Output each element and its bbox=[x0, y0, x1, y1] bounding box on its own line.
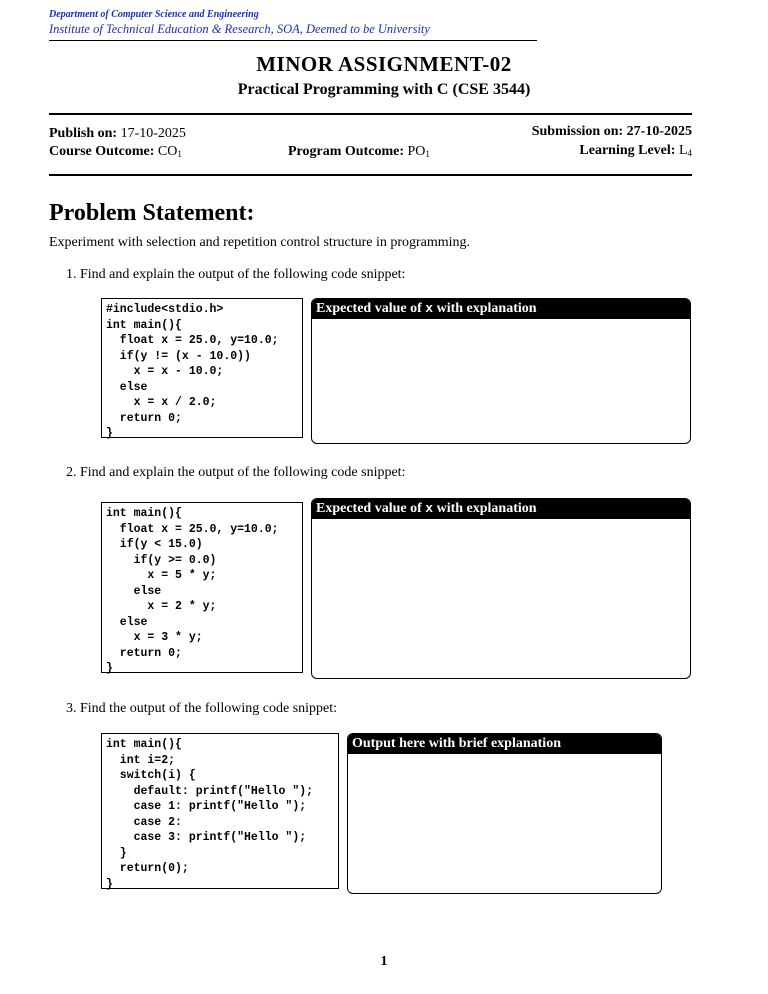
program-outcome-value: PO bbox=[407, 144, 426, 159]
publish-value: 17-10-2025 bbox=[120, 126, 186, 141]
course-outcome-label: Course Outcome: bbox=[49, 144, 155, 159]
learning-level bbox=[579, 142, 692, 160]
course-subtitle: Practical Programming with C (CSE 3544) bbox=[237, 81, 531, 98]
institute-name: Institute of Technical Education & Research, SOA, Deemed to be University bbox=[49, 21, 537, 41]
submission-value: 27-10-2025 bbox=[626, 124, 692, 139]
top-rule bbox=[49, 113, 692, 115]
answer-box-3[interactable] bbox=[347, 733, 662, 894]
program-outcome bbox=[288, 143, 430, 161]
answer-header-1: Expected value of x with explanation bbox=[312, 299, 690, 319]
course-outcome bbox=[49, 143, 182, 161]
question-2: 2. Find and explain the output of the following code snippet: bbox=[66, 465, 406, 480]
answer-box-1[interactable] bbox=[311, 298, 691, 444]
variable-x: x bbox=[425, 501, 434, 516]
learning-level-sub: 4 bbox=[687, 148, 692, 158]
publish-date bbox=[49, 125, 186, 143]
learning-level-value: L bbox=[678, 143, 688, 158]
publish-label: Publish on: bbox=[49, 126, 118, 141]
code-snippet-2: int main(){ float x = 25.0, y=10.0; if(y < 15.0) if(y >= 0.0) x = 5 * y; else x = 2 * y; else x = 3 * y; return 0; } bbox=[101, 502, 303, 673]
code-snippet-3: int main(){ int i=2; switch(i) { default: printf("Hello "); case 1: printf("Hello "); case 2: case 3: printf("Hello "); } return(0); } bbox=[101, 733, 339, 889]
page-header bbox=[49, 8, 537, 41]
page-number: 1 bbox=[380, 954, 388, 969]
answer-header-2: Expected value of x with explanation bbox=[312, 499, 690, 519]
variable-x: x bbox=[425, 301, 434, 316]
department-name: Department of Computer Science and Engineering bbox=[49, 9, 259, 20]
question-1: 1. Find and explain the output of the following code snippet: bbox=[66, 267, 406, 282]
submission-date bbox=[532, 123, 692, 141]
submission-label: Submission on: bbox=[531, 124, 624, 139]
assignment-title: MINOR ASSIGNMENT-02 bbox=[256, 52, 512, 76]
course-outcome-value: CO bbox=[157, 144, 178, 159]
program-outcome-sub: 1 bbox=[425, 149, 430, 159]
intro-text: Experiment with selection and repetition control structure in programming. bbox=[49, 235, 471, 250]
course-outcome-sub: 1 bbox=[177, 149, 182, 159]
bottom-rule bbox=[49, 174, 692, 176]
question-3: 3. Find the output of the following code snippet: bbox=[66, 701, 338, 716]
answer-header-3: Output here with brief explanation bbox=[348, 734, 661, 754]
section-heading: Problem Statement: bbox=[49, 200, 255, 226]
learning-level-label: Learning Level: bbox=[579, 143, 676, 158]
code-snippet-1: #include<stdio.h> int main(){ float x = 25.0, y=10.0; if(y != (x - 10.0)) x = x - 10.0; else x = x / 2.0; return 0; } bbox=[101, 298, 303, 438]
program-outcome-label: Program Outcome: bbox=[288, 144, 404, 159]
answer-box-2[interactable] bbox=[311, 498, 691, 679]
